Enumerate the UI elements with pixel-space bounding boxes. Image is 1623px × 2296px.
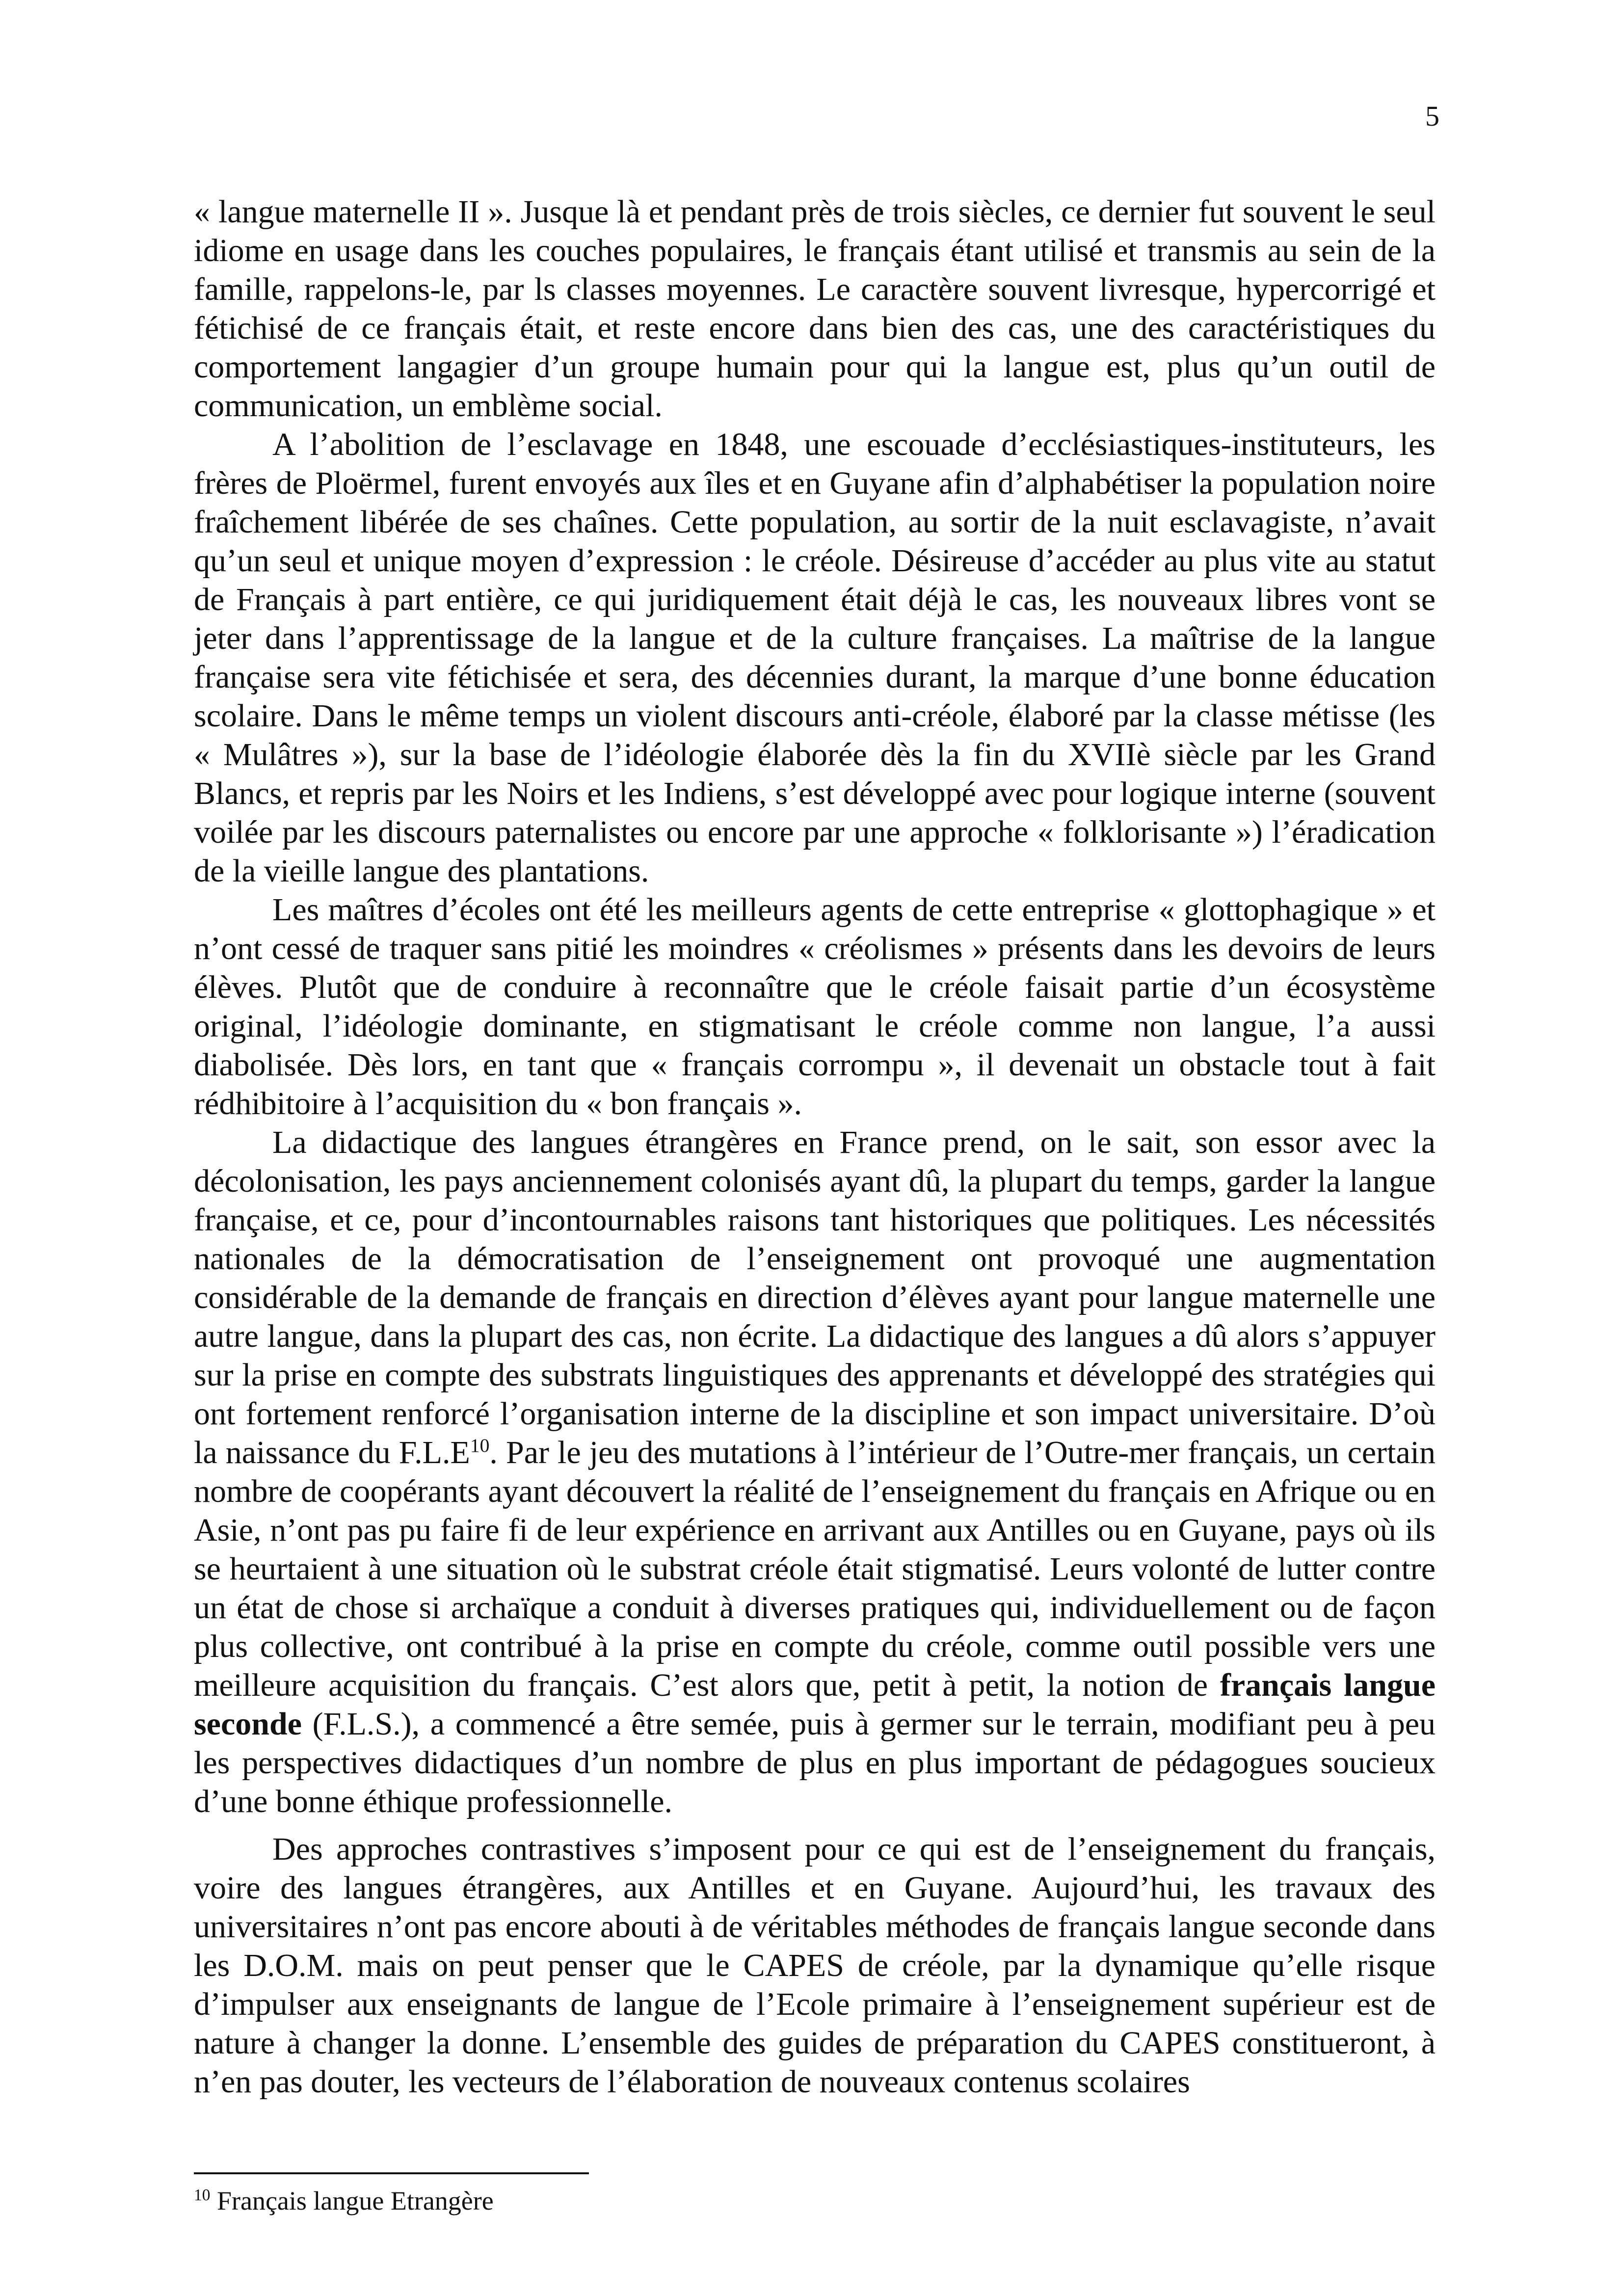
paragraph-4-part-a: La didactique des langues étrangères en France prend, on le sait, son essor avec la décolonisation, les pays anciennement colonisés ayant dû, la plupart du temps, garder la langue française, et ce, pour d’incontournables raisons tant historiques que politiques. Les nécessités nationales de la démocratisation de l’enseignement ont provoqué une augmentation considérable de la demande de français en direction d’élèves ayant pour langue maternelle une autre langue, dans la plupart des cas, non écrite. La didactique des langues a dû alors s’appuyer sur la prise en compte des substrats linguistiques des apprenants et développé des stratégies qui ont fortement renforcé l’organisation interne de la discipline et son impact universitaire. D’où la naissance du F.L.E	[194, 1124, 1436, 1470]
paragraph-3: Les maîtres d’écoles ont été les meilleurs agents de cette entreprise « glottophagique » et n’ont cessé de traquer sans pitié les moindres « créolismes » présents dans les devoirs de leurs élèves. Plutôt que de conduire à reconnaître que le créole faisait partie d’un écosystème original, l’idéologie dominante, en stigmatisant le créole comme non langue, l’a aussi diabolisée. Dès lors, en tant que « français corrompu », il devenait un obstacle tout à fait rédhibitoire à l’acquisition du « bon français ».	[194, 892, 1436, 1121]
body-text	[194, 192, 1436, 2101]
paragraph-4-part-c: (F.L.S.), a commencé a être semée, puis à germer sur le terrain, modifiant peu à peu les perspectives didactiques d’un nombre de plus en plus important de pédagogues soucieux d’une bonne éthique professionnelle.	[194, 1706, 1436, 1819]
paragraph-4-part-b: . Par le jeu des mutations à l’intérieur de l’Outre-mer français, un certain nombre de coopérants ayant découvert la réalité de l’enseignement du français en Afrique ou en Asie, n’ont pas pu faire fi de leur expérience en arrivant aux Antilles ou en Guyane, pays où ils se heurtaient à une situation où le substrat créole était stigmatisé. Leurs volonté de lutter contre un état de chose si archaïque a conduit à diverses pratiques qui, individuellement ou de façon plus collective, ont contribué à la prise en compte du créole, comme outil possible vers une meilleure acquisition du français. C’est alors que, petit à petit, la notion de	[194, 1435, 1436, 1703]
paragraph-1: « langue maternelle II ». Jusque là et pendant près de trois siècles, ce dernier fut souvent le seul idiome en usage dans les couches populaires, le français étant utilisé et transmis au sein de la famille, rappelons-le, par ls classes moyennes. Le caractère souvent livresque, hypercorrigé et fétichisé de ce français était, et reste encore dans bien des cas, une des caractéristiques du comportement langagier d’un groupe humain pour qui la langue est, plus qu’un outil de communication, un emblème social.	[194, 194, 1436, 424]
paragraph-5: Des approches contrastives s’imposent pour ce qui est de l’enseignement du français, voire des langues étrangères, aux Antilles et en Guyane. Aujourd’hui, les travaux des universitaires n’ont pas encore abouti à de véritables méthodes de français langue seconde dans les D.O.M. mais on peut penser que le CAPES de créole, par la dynamique qu’elle risque d’impulser aux enseignants de langue de l’Ecole primaire à l’enseignement supérieur est de nature à changer la donne. L’ensemble des guides de préparation du CAPES constitueront, à n’en pas douter, les vecteurs de l’élaboration de nouveaux contenus scolaires	[194, 1831, 1436, 2100]
page-number: 5	[1425, 100, 1439, 132]
footnote-separator	[194, 2172, 589, 2174]
paragraph-2: A l’abolition de l’esclavage en 1848, une escouade d’ecclésiastiques-instituteurs, les frères de Ploërmel, furent envoyés aux îles et en Guyane afin d’alphabétiser la population noire fraîchement libérée de ses chaînes. Cette population, au sortir de la nuit esclavagiste, n’avait qu’un seul et unique moyen d’expression : le créole. Désireuse d’accéder au plus vite au statut de Français à part entière, ce qui juridiquement était déjà le cas, les nouveaux libres vont se jeter dans l’apprentissage de la langue et de la culture françaises. La maîtrise de la langue française sera vite fétichisée et sera, des décennies durant, la marque d’une bonne éducation scolaire. Dans le même temps un violent discours anti-créole, élaboré par la classe métisse (les « Mulâtres »), sur la base de l’idéologie élaborée dès la fin du XVIIè siècle par les Grand Blancs, et repris par les Noirs et les Indiens, s’est développé avec pour logique interne (souvent voilée par les discours paternalistes ou encore par une approche « folklorisante ») l’éradication de la vieille langue des plantations.	[194, 427, 1436, 889]
footnote-number: 10	[194, 2186, 211, 2204]
footnote-text: Français langue Etrangère	[216, 2186, 494, 2216]
footnote	[194, 2185, 494, 2216]
footnote-reference[interactable]: 10	[470, 1435, 490, 1456]
bold-term: français langue seconde	[194, 1667, 1436, 1742]
paragraph-4	[194, 1123, 1436, 1821]
